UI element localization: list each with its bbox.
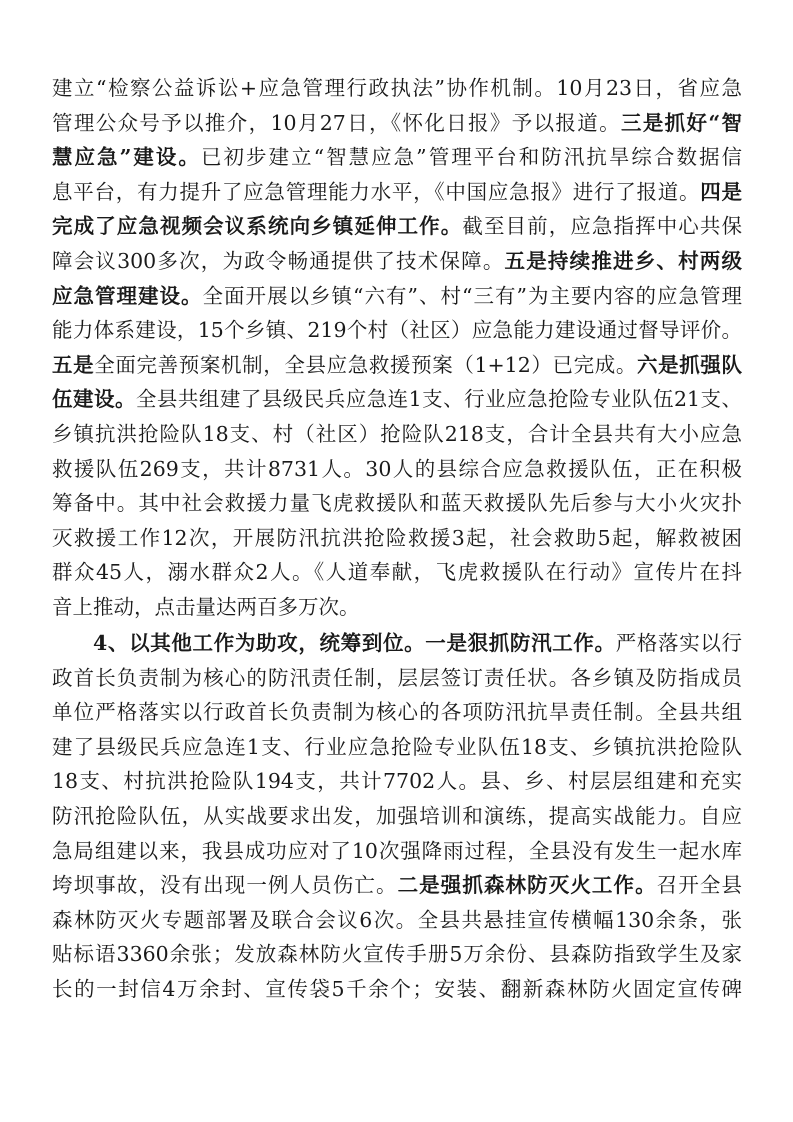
text-line: 救援队伍269支，共计8731人。30人的县综合应急救援队伍，正在积极 (52, 456, 742, 481)
text-line: 政首长负责制为核心的防汛责任制，层层签订责任状。各乡镇及防指成员 (52, 665, 742, 690)
text-line: 管理公众号予以推介，10月27日，《怀化日报》予以报道。三是抓好“智 (52, 110, 742, 135)
text-line: 乡镇抗洪抢险队18支、村（社区）抢险队218支，合计全县共有大小应急 (52, 421, 742, 446)
text-line: 灭救援工作12次，开展防汛抗洪抢险救援3起，社会救助5起，解救被困 (52, 525, 742, 550)
text-line: 建立“检察公益诉讼+应急管理行政执法”协作机制。10月23日，省应急 (52, 76, 742, 100)
text-line: 单位严格落实以行政首长负责制为核心的各项防汛抗旱责任制。全县共组 (52, 700, 742, 725)
text-line: 4、以其他工作为助攻，统筹到位。一是狠抓防汛工作。严格落实以行 (93, 631, 743, 655)
text-line: 建了县级民兵应急连1支、行业应急抢险专业队伍18支、乡镇抗洪抢险队 (52, 734, 742, 759)
text-line: 应急管理建设。全面开展以乡镇“六有”、村“三有”为主要内容的应急管理 (52, 283, 743, 308)
text-line: 防汛抢险队伍，从实战要求出发，加强培训和演练，提高实战能力。自应 (52, 803, 742, 828)
text-line: 群众45人，溺水群众2人。《人道奉献，飞虎救援队在行动》宣传片在抖 (52, 560, 742, 585)
text-line: 伍建设。全县共组建了县级民兵应急连1支、行业应急抢险专业队伍21支、 (52, 387, 742, 412)
text-line: 长的一封信4万余封、宣传袋5千余个；安装、翻新森林防火固定宣传碑 (52, 976, 742, 1001)
text-line: 音上推动，点击量达两百多万次。 (52, 594, 360, 619)
text-line: 18支、村抗洪抢险队194支，共计7702人。县、乡、村层层组建和充实 (52, 769, 742, 794)
text-line: 筹备中。其中社会救援力量飞虎救援队和蓝天救援队先后参与大小火灾扑 (52, 491, 742, 516)
text-line: 能力体系建设，15个乡镇、219个村（社区）应急能力建设通过督导评价。 (52, 318, 742, 343)
text-line: 完成了应急视频会议系统向乡镇延伸工作。截至目前，应急指挥中心共保 (52, 214, 743, 239)
document-page (52, 71, 742, 1007)
text-line: 息平台，有力提升了应急管理能力水平，《中国应急报》进行了报道。四是 (52, 179, 743, 204)
text-line: 垮坝事故，没有出现一例人员伤亡。二是强抓森林防灭火工作。召开全县 (52, 873, 743, 898)
text-line: 障会议300多次，为政令畅通提供了技术保障。五是持续推进乡、村两级 (52, 248, 742, 273)
text-line: 慧应急”建设。已初步建立“智慧应急”管理平台和防汛抗旱综合数据信 (52, 145, 742, 170)
paragraph-other-work (52, 626, 742, 1007)
paragraph-emergency-management (52, 71, 742, 625)
text-line: 五是全面完善预案机制，全县应急救援预案（1+12）已完成。六是抓强队 (52, 352, 743, 377)
text-line: 森林防灭火专题部署及联合会议6次。全县共悬挂宣传横幅130余条，张 (52, 907, 742, 932)
text-line: 贴标语3360余张；发放森林防火宣传手册5万余份、县森防指致学生及家 (52, 942, 742, 967)
text-line: 急局组建以来，我县成功应对了10次强降雨过程，全县没有发生一起水库 (52, 838, 742, 863)
